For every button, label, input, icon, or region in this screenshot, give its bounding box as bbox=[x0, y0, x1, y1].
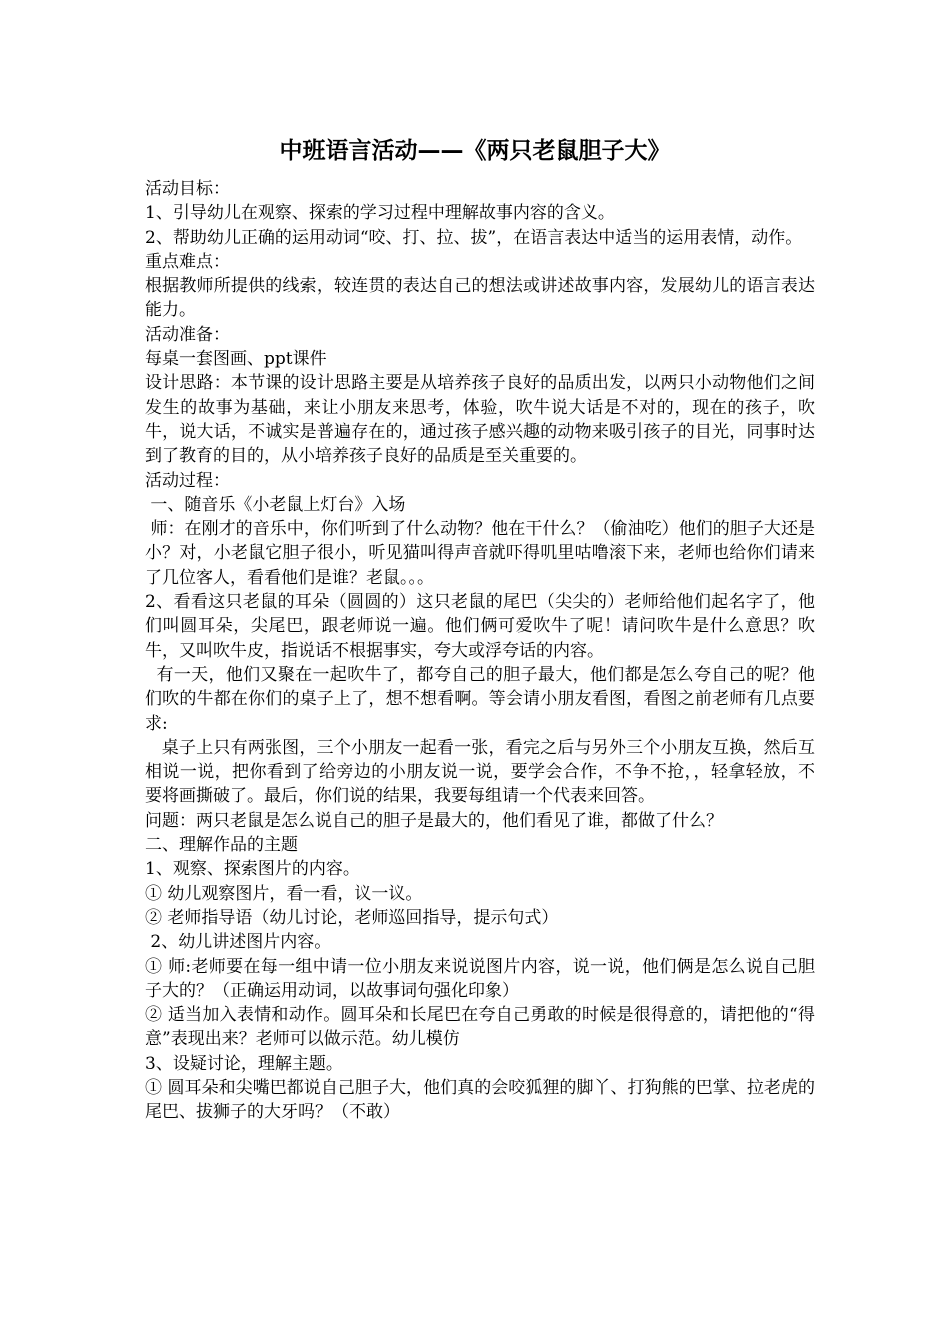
story-text: 有一天，他们又聚在一起吹牛了，都夸自己的胆子最大，他们都是怎么夸自己的呢？他们吹的牛都在你们的桌子上了，想不想看啊。等会请小朋友看图，看图之前老师有几点要求: bbox=[145, 664, 815, 734]
heading-process: 活动过程： bbox=[145, 470, 230, 491]
process-step-2: 2、看看这只老鼠的耳朵（圆圆的）这只老鼠的尾巴（尖尖的）老师给他们起名字了，他们叫圆耳朵，尖尾巴，跟老师说一遍。他们俩可爱吹牛了呢！请问吹牛是什么意思？吹牛，又叫吹牛皮，指说话不根据事实，夸大或浮夸话的内容。 bbox=[145, 592, 815, 661]
group-instructions-text: 桌子上只有两张图，三个小朋友一起看一张，看完之后与另外三个小朋友互换，然后互相说一说，把你看到了给旁边的小朋友说一说，要学会合作，不争不抢，，轻拿轻放，不要将画撕破了。最后，你们说的结果，我要每组请一个代表来回答。 bbox=[145, 737, 815, 807]
heading-activity-goals: 活动目标： bbox=[145, 179, 230, 199]
section-2-item-2: ② 老师指导语（幼儿讨论，老师巡回指导，提示句式） bbox=[145, 907, 559, 928]
preparation-text: 每桌一套图画、ppt课件 bbox=[145, 349, 327, 370]
document-title: 中班语言活动——《两只老鼠胆子大》 bbox=[279, 138, 671, 164]
document-body bbox=[145, 177, 815, 1125]
section-2-step-2-item-2: ② 适当加入表情和动作。圆耳朵和长尾巴在夸自己勇敢的时候是很得意的，请把他的“得意”表现出来？老师可以做示范。幼儿模仿 bbox=[145, 1005, 815, 1050]
process-step-1: 一、随音乐《小老鼠上灯台》入场 bbox=[145, 494, 406, 515]
design-idea-text: 设计思路：本节课的设计思路主要是从培养孩子良好的品质出发，以两只小动物他们之间发生的故事为基础，来让小朋友来思考，体验，吹牛说大话是不对的，现在的孩子，吹牛，说大话，不诚实是普遍存在的，通过孩子感兴趣的动物来吸引孩子的目光，同事时达到了教育的目的，从小培养孩子良好的品质是至关重要的。 bbox=[145, 373, 815, 467]
key-difficulties-text: 根据教师所提供的线索，较连贯的表达自己的想法或讲述故事内容，发展幼儿的语言表达能力。 bbox=[145, 276, 815, 321]
section-2-step-1: 1、观察、探索图片的内容。 bbox=[145, 859, 360, 880]
goal-1: 1、引导幼儿在观察、探索的学习过程中理解故事内容的含义。 bbox=[145, 203, 615, 224]
section-2-step-3-item-1: ① 圆耳朵和尖嘴巴都说自己胆子大，他们真的会咬狐狸的脚丫、打狗熊的巴掌、拉老虎的尾巴、拔狮子的大牙吗？（不敢） bbox=[145, 1077, 815, 1123]
heading-preparation: 活动准备： bbox=[145, 324, 230, 345]
section-2-heading: 二、理解作品的主题 bbox=[145, 835, 298, 856]
question-text: 问题：两只老鼠是怎么说自己的胆子是最大的，他们看见了谁，都做了什么？ bbox=[145, 810, 723, 831]
section-2-item-1: ① 幼儿观察图片，看一看，议一议。 bbox=[145, 883, 423, 904]
section-2-step-2-item-1: ① 师:老师要在每一组中请一位小朋友来说说图片内容，说一说，他们俩是怎么说自己胆子大的？（正确运用动词，以故事词句强化印象） bbox=[145, 956, 815, 1001]
goal-2: 2、帮助幼儿正确的运用动词“咬、打、拉、拔”，在语言表达中适当的运用表情，动作。 bbox=[145, 227, 803, 248]
section-2-step-2: 2、幼儿讲述图片内容。 bbox=[145, 932, 332, 953]
section-2-step-3: 3、设疑讨论，理解主题。 bbox=[145, 1053, 343, 1074]
teacher-intro-text: 师：在刚才的音乐中，你们听到了什么动物？他在干什么？（偷油吃）他们的胆子大还是小？对，小老鼠它胆子很小，听见猫叫得声音就吓得叽里咕噜滚下来，老师也给你们请来了几位客人，看看他们是谁？老鼠。。。 bbox=[145, 519, 816, 588]
heading-key-difficulties: 重点难点： bbox=[145, 251, 230, 272]
